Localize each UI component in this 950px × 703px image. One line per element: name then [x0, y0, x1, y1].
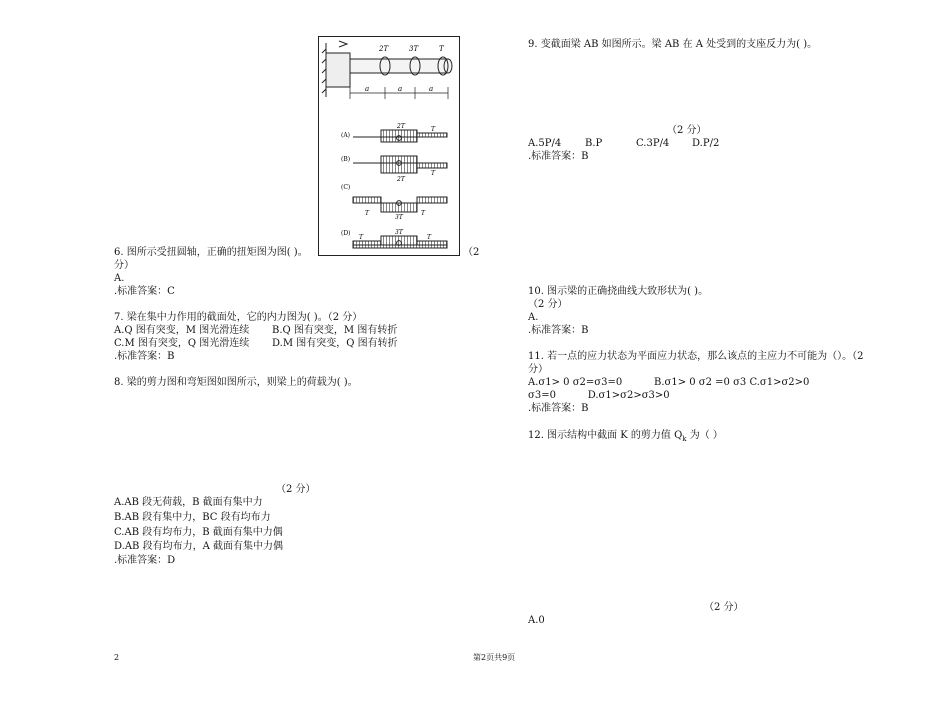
q12-text [528, 429, 723, 446]
q12-score: （2 分） [704, 602, 744, 613]
q11-answer: .标准答案：B [528, 403, 589, 414]
top-label-T: T [439, 45, 444, 53]
torsion-diagram-svg [319, 37, 459, 255]
q10-score: （2 分） [528, 299, 568, 310]
diagram-D-value-1: T [359, 234, 364, 241]
q9-score: （2 分） [667, 125, 707, 136]
q7-answer: .标准答案：B [114, 351, 175, 362]
q7-option-a[interactable]: A.Q 图有突变，M 图光滑连续 [114, 325, 250, 336]
q8-score: （2 分） [276, 484, 316, 495]
diagram-C-value-2: 3T [395, 214, 403, 221]
diagram-C-value-3: T [421, 210, 426, 217]
q9-answer: .标准答案：B [528, 151, 589, 162]
q11-options-line1[interactable]: A.σ1> 0 σ2=σ3=0 B.σ1> 0 σ2 =0 σ3 C.σ1>σ2>0 [528, 377, 810, 388]
q11-text: 11. 若一点的应力状态为平面应力状态，那么该点的主应力不可能为（）。（2 [528, 351, 864, 362]
q9-option-c[interactable]: C.3P/4 [636, 138, 670, 149]
q6-score-part1: （2 [463, 247, 480, 258]
q12-text-before: 12. 图示结构中截面 K 的剪力值 Q [528, 430, 683, 441]
diagram-B-value-1: 2T [397, 176, 405, 183]
q9-option-d[interactable]: D.P/2 [692, 138, 720, 149]
diagram-A-value-2: T [431, 126, 436, 133]
q8-option-d[interactable]: D.AB 段有均布力，A 截面有集中力偶 [114, 541, 283, 552]
q6-option-a[interactable]: A. [114, 273, 125, 284]
q9-option-a[interactable]: A.5P/4 [528, 138, 562, 149]
page-number: 2 [114, 653, 120, 662]
q6-text: 6. 图所示受扭圆轴，正确的扭矩图为图( )。 [114, 247, 308, 258]
q6-score-part2: 分） [114, 260, 134, 271]
q12-subscript: k [682, 435, 687, 443]
q8-option-b[interactable]: B.AB 段有集中力，BC 段有均布力 [114, 512, 271, 523]
diagram-A-value-1: 2T [397, 123, 405, 130]
diagram-label-B: (B) [341, 156, 351, 163]
q10-answer: .标准答案：B [528, 325, 589, 336]
diagram-label-A: (A) [341, 132, 351, 139]
q7-option-d[interactable]: D.M 图有突变，Q 图有转折 [272, 338, 398, 349]
q8-option-a[interactable]: A.AB 段无荷载，B 截面有集中力 [114, 497, 263, 508]
q10-text: 10. 图示梁的正确挠曲线大致形状为( )。 [528, 286, 709, 297]
page-info: 第2页共9页 [473, 653, 516, 662]
dim-label-1: a [365, 85, 370, 93]
q7-option-b[interactable]: B.Q 图有突变，M 图有转折 [272, 325, 398, 336]
q11-options-line2[interactable]: σ3=0 D.σ1>σ2>σ3>0 [528, 390, 670, 401]
q6-answer: .标准答案：C [114, 286, 175, 297]
torsion-figure [318, 36, 460, 256]
diagram-C-value-1: T [365, 210, 370, 217]
q9-option-b[interactable]: B.P [585, 138, 603, 149]
q8-answer: .标准答案：D [114, 555, 176, 566]
q11-text-continued: 分） [528, 364, 548, 375]
q12-option-a[interactable]: A.0 [528, 615, 545, 626]
q7-option-c[interactable]: C.M 图有突变，Q 图光滑连续 [114, 338, 250, 349]
top-label-3T: 3T [409, 45, 419, 53]
q8-option-c[interactable]: C.AB 段有均布力，B 截面有集中力偶 [114, 527, 283, 538]
diagram-D-value-2: 3T [395, 229, 403, 236]
top-label-2T: 2T [379, 45, 389, 53]
diagram-D-value-3: T [427, 234, 432, 241]
dim-label-3: a [429, 85, 434, 93]
q10-option-a[interactable]: A. [528, 312, 539, 323]
q12-text-after: 为（ ） [686, 430, 723, 441]
dim-label-2: a [398, 85, 403, 93]
diagram-label-D: (D) [341, 230, 351, 237]
q9-text: 9. 变截面梁 AB 如图所示。梁 AB 在 A 处受到的支座反力为( )。 [528, 39, 818, 50]
diagram-label-C: (C) [341, 184, 351, 191]
diagram-B-value-2: T [431, 170, 436, 177]
q7-text: 7. 梁在集中力作用的截面处，它的内力图为( )。（2 分） [114, 312, 363, 323]
q8-text: 8. 梁的剪力图和弯矩图如图所示，则梁上的荷载为( )。 [114, 377, 358, 388]
